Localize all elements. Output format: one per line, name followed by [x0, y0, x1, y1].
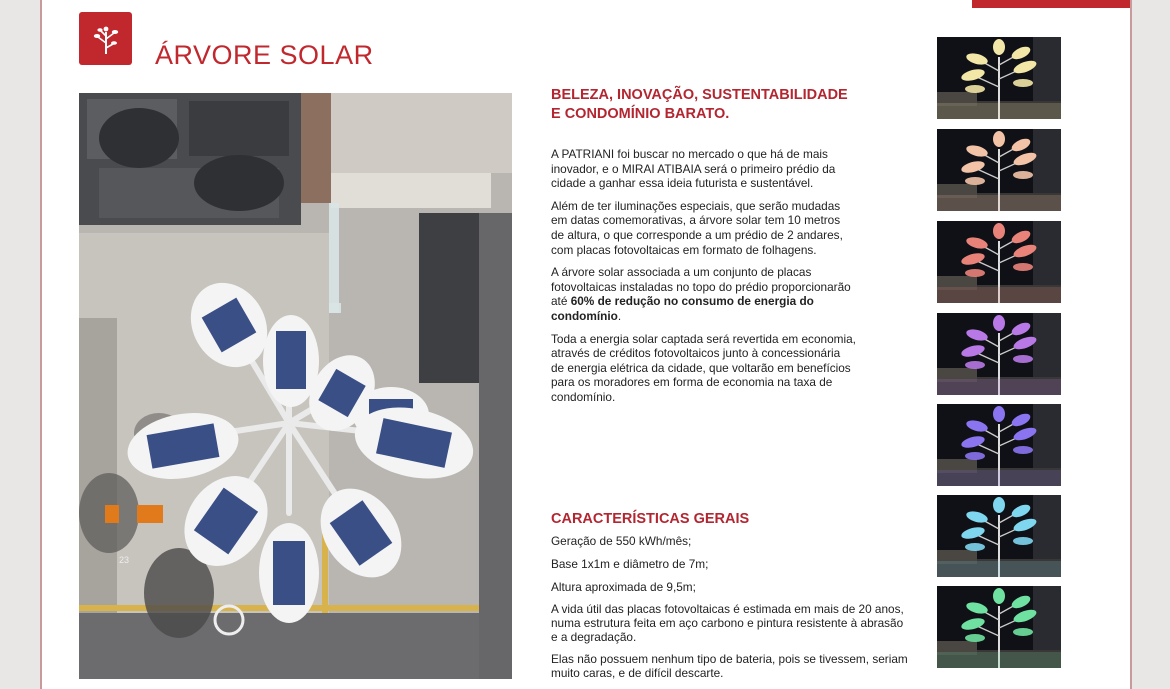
feature-item: Altura aproximada de 9,5m; [551, 580, 696, 594]
feature-item: A vida útil das placas fotovoltaicas é estimada em mais de 20 anos, numa estrutura feita em aço carbono e pintura resistente à abrasão e a degradação. [551, 602, 904, 644]
lighting-thumbnail [937, 495, 1061, 577]
feature-item: Base 1x1m e diâmetro de 7m; [551, 557, 709, 571]
lighting-thumbnail [937, 586, 1061, 668]
section-heading-caracteristicas: CARACTERÍSTICAS GERAIS [551, 511, 750, 527]
lighting-thumbnail [937, 129, 1061, 211]
section-body-text [551, 147, 856, 413]
feature-item: Elas não possuem nenhum tipo de bateria, pois se tivessem, seriam muito caras, e de difícil descarte. [551, 652, 908, 680]
feature-item: Geração de 550 kWh/mês; [551, 534, 692, 548]
lighting-thumbnail [937, 404, 1061, 486]
lighting-thumbnail [937, 37, 1061, 119]
aerial-photo [79, 93, 512, 679]
tree-icon [91, 23, 121, 55]
page-title: ÁRVORE SOLAR [155, 40, 374, 71]
paragraph-savings: A árvore solar associada a um conjunto de placas fotovoltaicas instaladas no topo do prédio proporcionarão até 60% de redução no consumo de energia do condomínio. [551, 265, 851, 323]
paragraph-intro: A PATRIANI foi buscar no mercado o que há de mais inovador, e o MIRAI ATIBAIA será o primeiro prédio da cidade a ganhar essa ideia futurista e sustentável. [551, 147, 836, 191]
paragraph-credits: Toda a energia solar captada será revertida em economia, através de créditos fotovoltaicos junto à concessionária de energia elétrica da cidade, que voltarão em benefícios para os moradores em forma de economia na taxa de condomínio. [551, 331, 856, 404]
paragraph-lighting: Além de ter iluminações especiais, que serão mudadas em datas comemorativas, a árvore solar tem 10 metros de altura, o que corresponde a um prédio de 2 andares, com placas fotovoltaicas em formato de folhagens. [551, 198, 843, 257]
ground-number: 23 [119, 555, 130, 565]
lighting-thumbnail [937, 221, 1061, 303]
section-heading-beleza: BELEZA, INOVAÇÃO, SUSTENTABILIDADE E CONDOMÍNIO BARATO. [551, 87, 848, 122]
header-logo [79, 12, 132, 65]
lighting-thumbnail [937, 313, 1061, 395]
top-accent-tab [972, 0, 1130, 8]
